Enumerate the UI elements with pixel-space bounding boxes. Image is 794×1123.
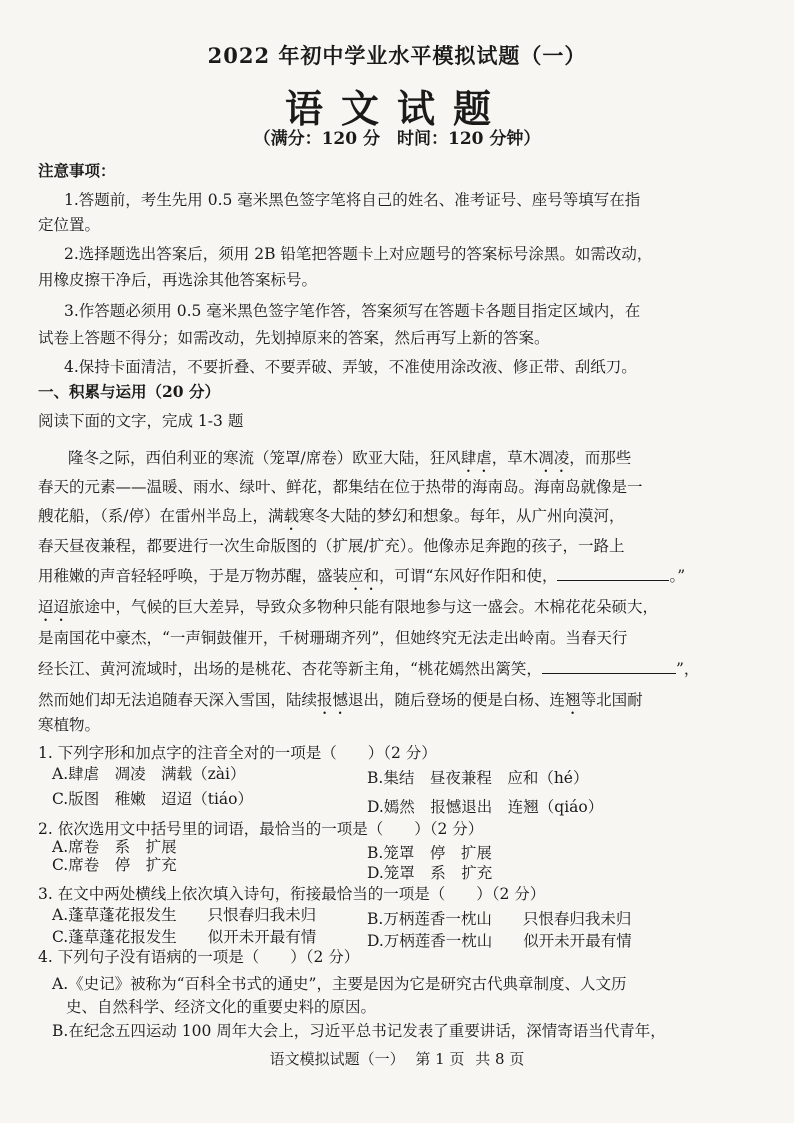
notice-line: 定位置。 <box>38 216 101 234</box>
passage-line: 隆冬之际，西伯利亚的寒流（笼罩/席卷）欧亚大陆，狂风肆虐，草木凋凌，而那些 <box>68 449 632 467</box>
option-a: A.席卷 系 扩展 <box>52 838 177 856</box>
footer-subject: 语文模拟试题（一） <box>269 1050 405 1068</box>
option-b: B.在纪念五四运动 100 周年大会上，习近平总书记发表了重要讲话，深情寄语当代青年， <box>52 1022 666 1040</box>
dotted-word: 凋凌 <box>538 449 570 467</box>
fill-blank <box>542 659 676 674</box>
notice-heading: 注意事项： <box>38 161 116 180</box>
page-footer <box>0 1048 794 1069</box>
notice-line: 2.选择题选出答案后，须用 2B 铅笔把答题卡上对应题号的答案标号涂黑。如需改动， <box>64 245 653 263</box>
notice-line: 3.作答题必须用 0.5 毫米黑色签字笔作答，答案须写在答题卡各题目指定区域内，在 <box>64 302 641 320</box>
footer-total: 共 8 页 <box>475 1050 525 1068</box>
footer-page: 第 1 页 <box>415 1050 465 1068</box>
passage-line: 然而她们却无法追随春天深入雪国，陆续报憾退出，随后登场的便是白杨、连翘等北国耐 <box>38 691 643 709</box>
fill-blank <box>557 566 669 581</box>
passage-line: 艘花船，（系/停）在雷州半岛上，满载寒冬大陆的梦幻和想象。每年，从广州向漠河， <box>38 507 625 525</box>
option-c: C.蓬草蓬花报发生 似开未开最有情 <box>52 928 317 946</box>
option-d: D.笼罩 系 扩充 <box>367 864 493 882</box>
notice-line: 试卷上答题不得分；如需改动，先划掉原来的答案，然后再写上新的答案。 <box>38 329 550 347</box>
subject-title: 语文试题 <box>284 86 509 131</box>
question-stem: 4. 下列句子没有语病的一项是（ ）（2 分） <box>38 948 360 966</box>
exam-meta: （满分：120 分 时间：120 分钟） <box>253 129 541 149</box>
section-heading: 一、积累与运用（20 分） <box>38 382 220 401</box>
passage-line: 用稚嫩的声音轻轻呼唤，于是万物苏醒，盛装应和，可谓“东风好作阳和使， 。” <box>38 567 686 585</box>
passage-line: 迢迢旅途中，气候的巨大差异，导致众多物种只能有限地参与这一盛会。木棉花花朵硕大， <box>38 598 659 616</box>
dotted-word: 报憾 <box>317 691 349 709</box>
passage-line: 春天昼夜兼程，都要进行一次生命版图的（扩展/扩充）。他像赤足奔跑的孩子，一路上 <box>38 537 625 555</box>
dotted-word: 应和 <box>348 567 380 585</box>
option-a: A.《史记》被称为“百科全书式的通史”，主要是因为它是研究古代典章制度、人文历 <box>52 975 627 993</box>
option-b: B.笼罩 停 扩展 <box>367 844 492 862</box>
option-d: D.嫣然 报憾退出 连翘（qiáo） <box>367 798 604 816</box>
option-a-cont: 史、自然科学、经济文化的重要史料的原因。 <box>66 998 377 1016</box>
notice-line: 4.保持卡面清洁，不要折叠、不要弄破、弄皱，不准使用涂改液、修正带、刮纸刀。 <box>64 358 637 376</box>
option-b: B.集结 昼夜兼程 应和（hé） <box>367 769 589 787</box>
question-stem: 3. 在文中两处横线上依次填入诗句，衔接最恰当的一项是（ ）（2 分） <box>38 885 546 903</box>
passage-line: 春天的元素——温暖、雨水、绿叶、鲜花，都集结在位于热带的海南岛。海南岛就像是一 <box>38 478 643 496</box>
option-a: A.肆虐 凋凌 满载（zài） <box>52 765 246 783</box>
dotted-word: 翘 <box>565 691 581 709</box>
dotted-word: 肆虐 <box>460 449 492 467</box>
notice-line: 用橡皮擦干净后，再选涂其他答案标号。 <box>38 271 318 289</box>
dotted-word: 迢迢 <box>38 598 70 616</box>
question-stem: 2. 依次选用文中括号里的词语，最恰当的一项是（ ）（2 分） <box>38 820 484 838</box>
option-b: B.万柄莲香一枕山 只恨春归我未归 <box>367 910 632 928</box>
passage-line: 经长江、黄河流域时，出场的是桃花、杏花等新主角，“桃花嫣然出篱笑， ”， <box>38 660 700 678</box>
question-stem: 1. 下列字形和加点字的注音全对的一项是（ ）（2 分） <box>38 744 437 762</box>
option-c: C.席卷 停 扩充 <box>52 856 177 874</box>
notice-line: 1.答题前，考生先用 0.5 毫米黑色签字笔将自己的姓名、准考证号、座号等填写在指 <box>64 191 641 209</box>
section-instruction: 阅读下面的文字，完成 1-3 题 <box>38 412 244 430</box>
dotted-word: 载 <box>283 507 299 525</box>
option-c: C.版图 稚嫩 迢迢（tiáo） <box>52 790 253 808</box>
passage-line: 寒植物。 <box>38 716 101 734</box>
option-d: D.万柄莲香一枕山 似开未开最有情 <box>367 932 632 950</box>
option-a: A.蓬草蓬花报发生 只恨春归我未归 <box>52 906 317 924</box>
passage-line: 是南国花中豪杰，“一声铜鼓催开，千树珊瑚齐列”，但她终究无法走出岭南。当春天行 <box>38 629 628 647</box>
exam-title: 2022 年初中学业水平模拟试题（一） <box>207 43 587 68</box>
